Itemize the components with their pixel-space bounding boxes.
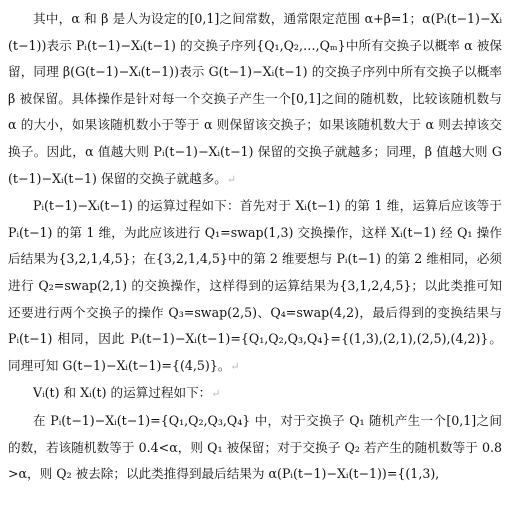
paragraph-mark: ↵	[211, 387, 221, 401]
paragraph-text: 在 Pᵢ(t−1)−Xᵢ(t−1)={Q₁,Q₂,Q₃,Q₄} 中，对于交换子 Q₁ 随机产生一个[0,1]之间的数，若该随机数等于 0.4<α，则 Q₁ 被保留；对于交换子 Q₂ 若产生的随机数等于 0.8>α，则 Q₂ 被去除；以此类推得到最后结果为 α(Pᵢ(t−1)−Xᵢ(t−1))={(1,3),	[8, 412, 502, 482]
paragraph-v-and-x	[8, 380, 502, 408]
paragraph-text: Vᵢ(t) 和 Xᵢ(t) 的运算过程如下：	[33, 385, 212, 401]
paragraph-text: Pᵢ(t−1)−Xᵢ(t−1) 的运算过程如下：首先对于 Xᵢ(t−1) 的第 1 维，运算后应该等于 Pᵢ(t−1) 的第 1 维，为此应该进行 Q₁=swap(1,3) 交换操作，这样 Xᵢ(t−1) 经 Q₁ 操作后结果为{3,2,1,4,5}；在{3,2,1,4,5}中的第 2 维要想与 Pᵢ(t−1) 的第 2 维相同，必须进行 Q₂=swap(2,1) 的交换操作，这样得到的运算结果为{3,1,2,4,5}；以此类推可知还要进行两个交换子的操作 Q₃=swap(2,5)、Q₄=swap(4,2)，最后得到的变换结果与 Pᵢ(t−1) 相同，因此 Pᵢ(t−1)−Xᵢ(t−1)={Q₁,Q₂,Q₃,Q₄}={(1,3),(2,1),(2,5),(4,2)}。同理可知 G(t−1)−Xᵢ(t−1)={(4,5)}。	[8, 198, 502, 373]
paragraph-random-keep	[8, 408, 502, 489]
paragraph-text: 其中，α 和 β 是人为设定的[0,1]之间常数，通常限定范围 α+β=1；α(Pᵢ(t−1)−Xᵢ(t−1))表示 Pᵢ(t−1)−Xᵢ(t−1) 的交换子序列{Q₁,Q₂,…,Qₘ}中所有交换子以概率 α 被保留，同理 β(G(t−1)−Xᵢ(t−1))表示 G(t−1)−Xᵢ(t−1) 的交换子序列中所有交换子以概率 β 被保留。具体操作是针对每一个交换子产生一个[0,1]之间的随机数，比较该随机数与 α 的大小，如果该随机数小于等于 α 则保留该交换子；如果该随机数大于 α 则去掉该交换子。因此，α 值越大则 Pᵢ(t−1)−Xᵢ(t−1) 保留的交换子就越多；同理，β 值越大则 G(t−1)−Xᵢ(t−1) 保留的交换子就越多。	[8, 11, 502, 186]
paragraph-mark: ↵	[230, 359, 240, 373]
paragraph-p-minus-x	[8, 193, 502, 380]
paragraph-mark: ↵	[226, 172, 237, 186]
paragraph-alpha-beta	[8, 6, 502, 193]
